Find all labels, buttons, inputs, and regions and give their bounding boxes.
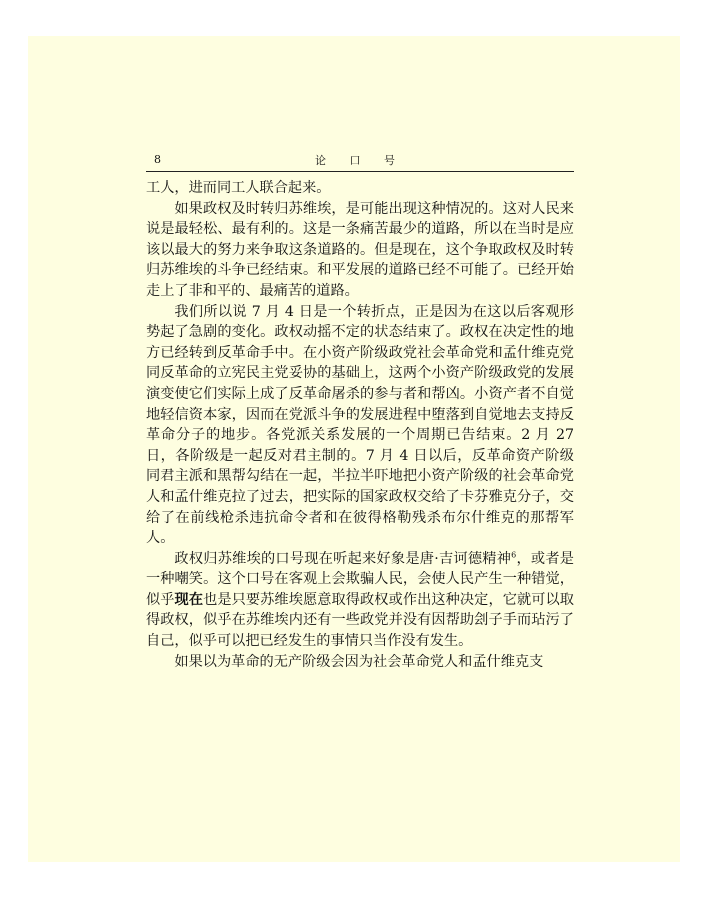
running-title: 论 口 号 — [315, 154, 405, 167]
body-text — [146, 178, 574, 672]
paragraph: 工人，进而同工人联合起来。 — [146, 180, 331, 196]
paragraph-text: 也是只要苏维埃愿意取得政权或作出这种决定，它就可以取得政权，似乎在苏维埃内还有一些政党并没有因帮助刽子手而玷污了自己，似乎可以把已经发生的事情只当作没有发生。 — [146, 591, 574, 650]
page-number: 8 — [154, 153, 161, 166]
paragraph: 我们所以说 7 月 4 日是一个转折点，正是因为在这以后客观形势起了急剧的变化。政权动摇不定的状态结束了。政权在决定性的地方已经转到反革命手中。在小资产阶级政党社会革命党和孟什维克党同反革命的立宪民主党妥协的基础上，这两个小资产阶级政党的发展演变使它们实际上成了反革命屠杀的参与者和帮凶。小资产者不自觉地轻信资本家，因而在党派斗争的发展进程中堕落到自觉地去支持反革命分子的地步。各党派关系发展的一个周期已告结束。2 月 27 日，各阶级是一起反对君主制的。7 月 4 日以后，反革命资产阶级同君主派和黑帮勾结在一起，半拉半吓地把小资产阶级的社会革命党人和孟什维克拉了过去，把实际的国家政权交给了卡芬雅克分子，交给了在前线枪杀违抗命令者和在彼得格勒残杀布尔什维克的那帮军人。 — [146, 303, 574, 547]
paragraph — [146, 549, 574, 652]
paragraph-text: 政权归苏维埃的口号现在听起来好象是唐·吉诃德精神 — [174, 550, 512, 567]
paragraph-text: ，或者是一种嘲笑。这个口号在客观上会欺骗人民，会使人民产生一种错觉，似乎 — [146, 550, 574, 608]
running-header — [146, 149, 574, 172]
footnote-marker: 6 — [511, 549, 517, 559]
emphasized-word: 现在 — [174, 591, 204, 608]
paragraph: 如果政权及时转归苏维埃，是可能出现这种情况的。这对人民来说是最轻松、最有利的。这是一条痛苦最少的道路，所以在当时是应该以最大的努力来争取这条道路的。但是现在，这个争取政权及时转归苏维埃的斗争已经结束。和平发展的道路已经不可能了。已经开始走上了非和平的、最痛苦的道路。 — [146, 200, 574, 299]
paragraph: 如果以为革命的无产阶级会因为社会革命党人和孟什维克支 — [174, 653, 544, 670]
